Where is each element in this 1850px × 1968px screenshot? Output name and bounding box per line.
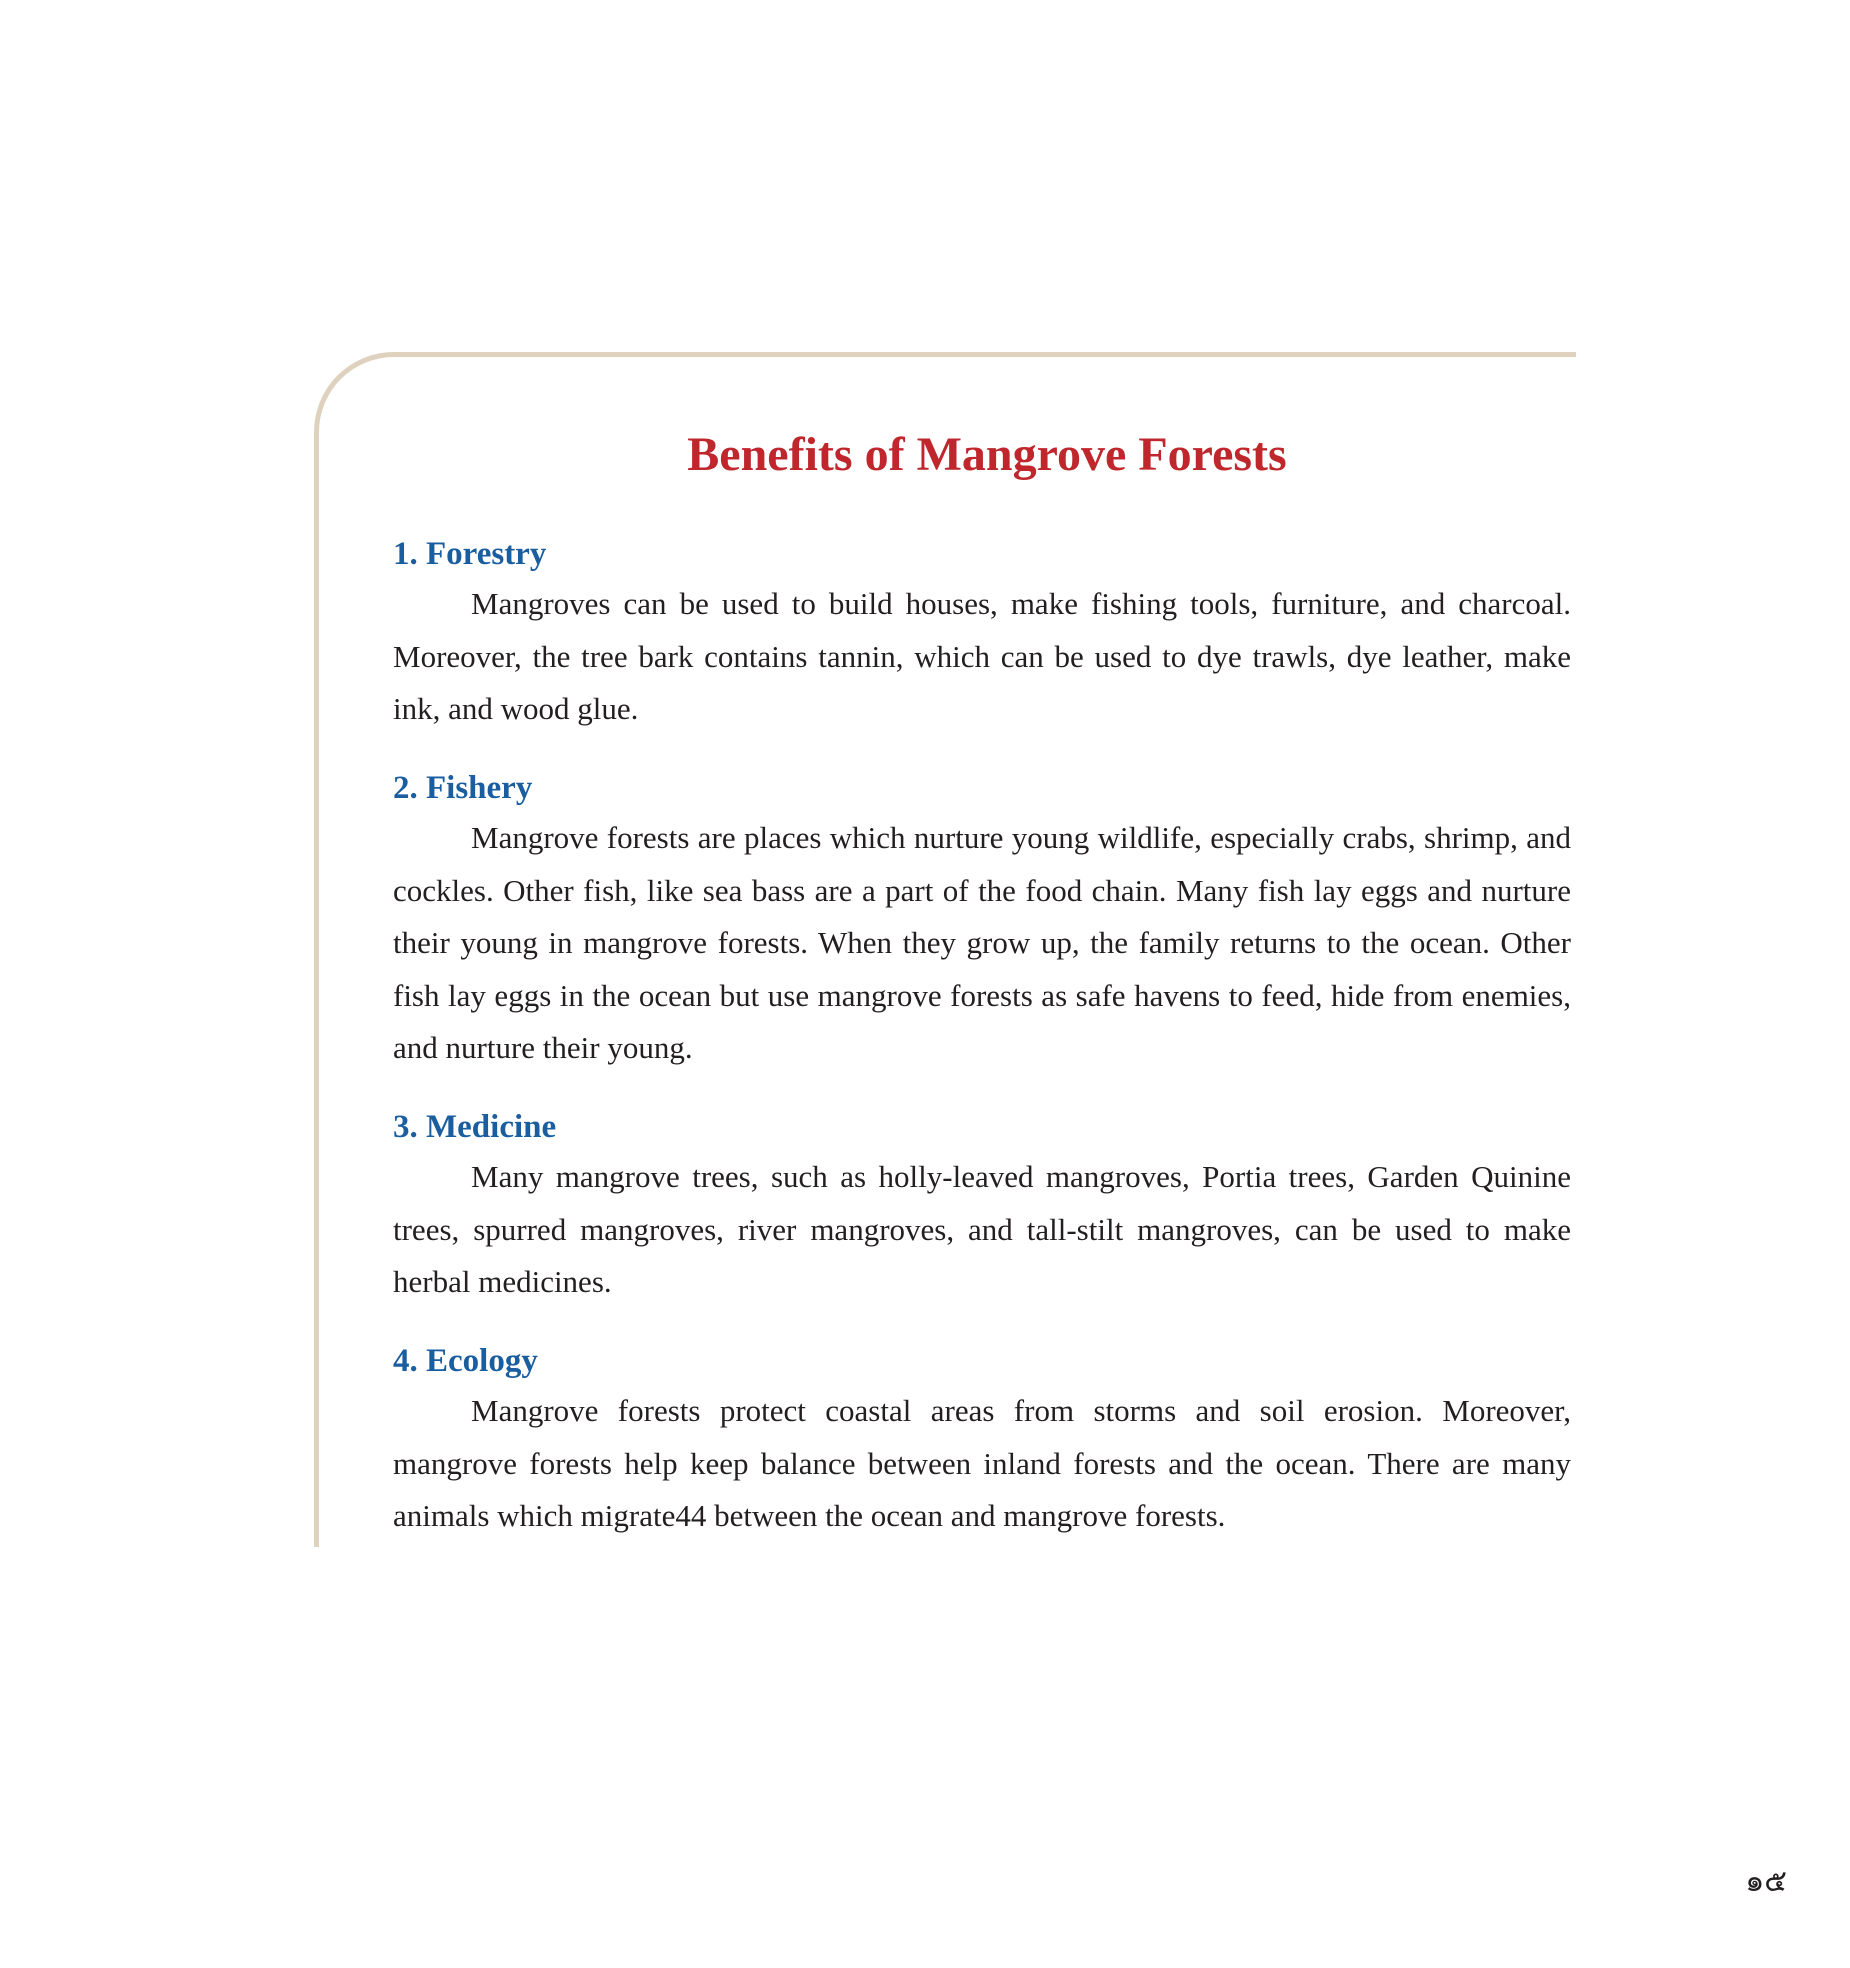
section-body: Mangrove forests are places which nurture young wildlife, especially crabs, shrimp, and cockles. Other fish, like sea bass are a part of the food chain. Many fish lay eggs and nurture their young in mangrove forests. When they grow up, the family returns to the ocean. Other fish lay eggs in the ocean but use mangrove forests as safe havens to feed, hide from enemies, and nurture their young.: [393, 820, 1571, 1065]
section-heading: 1. Forestry: [393, 536, 547, 572]
section-body: Many mangrove trees, such as holly-leaved mangroves, Portia trees, Garden Quinine trees, spurred mangroves, river mangroves, and tall-stilt mangroves, can be used to make herbal medicines.: [393, 1159, 1571, 1299]
page-title: Benefits of Mangrove Forests: [687, 428, 1287, 481]
section-body: Mangrove forests protect coastal areas from storms and soil erosion. Moreover, mangrove forests help keep balance between inland forests and the ocean. There are many animals which migrate44 between the ocean and mangrove forests.: [393, 1393, 1571, 1533]
section-fishery: [393, 764, 1571, 1075]
section-ecology: [393, 1337, 1571, 1543]
section-forestry: [393, 530, 1571, 736]
section-heading: 4. Ecology: [393, 1343, 538, 1379]
section-heading: 2. Fishery: [393, 770, 533, 806]
page-content: [393, 420, 1571, 1533]
section-medicine: [393, 1103, 1571, 1309]
page-number: ๑๕: [1745, 1864, 1787, 1899]
section-body: Mangroves can be used to build houses, make fishing tools, furniture, and charcoal. Moreover, the tree bark contains tannin, which can be used to dye trawls, dye leather, make ink, and wood glue.: [393, 586, 1571, 726]
section-heading: 3. Medicine: [393, 1109, 557, 1145]
